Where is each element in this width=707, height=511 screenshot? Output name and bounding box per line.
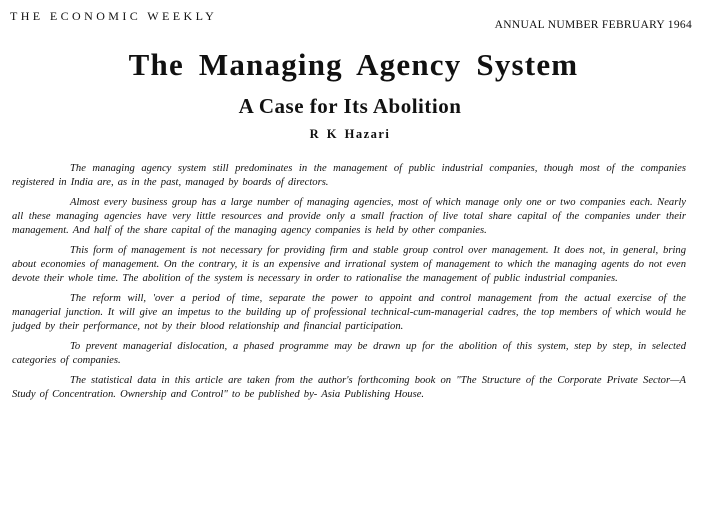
issue-label: ANNUAL NUMBER FEBRUARY 1964 [494,19,692,31]
article-author: R K Hazari [309,127,391,141]
journal-masthead: THE ECONOMIC WEEKLY [10,9,218,23]
article-abstract [12,162,686,408]
abstract-paragraph: Almost every business group has a large number of managing agencies, most of which manage only one or two companies each. Nearly all these managing agencies have very little resources and provide only a small fraction of live total share capital of the companies under their management. And half of the share capital of the managing agency companies is held by other companies. [12,197,686,236]
abstract-paragraph: The managing agency system still predominates in the management of public industrial companies, though most of the companies registered in India are, as in the past, managed by boards of directors. [12,163,686,188]
abstract-paragraph: This form of management is not necessary for providing firm and stable group control over management. It does not, in general, bring about economies of management. On the contrary, it is an expensive and irrational system of management to which the managing agents do not even devote their whole time. The abolition of the system is necessary in order to rationalise the management of public industrial companies. [12,245,686,284]
abstract-paragraph: To prevent managerial dislocation, a phased programme may be drawn up for the abolition of this system, step by step, in selected categories of companies. [12,341,686,366]
abstract-paragraph: The reform will, 'over a period of time, separate the power to appoint and control management from the actual exercise of the managerial junction. It will give an impetus to the building up of professional technical-cum-managerial cadres, the top members of which would he judged by their performance, not by their blood relationship and financial participation. [12,293,686,332]
abstract-paragraph: The statistical data in this article are taken from the author's forthcoming book on "The Structure of the Corporate Private Sector—A Study of Concentration. Ownership and Control" to be published by- Asia Publishing House. [12,375,686,400]
article-subtitle: A Case for Its Abolition [238,94,462,118]
article-title: The Managing Agency System [128,47,579,82]
